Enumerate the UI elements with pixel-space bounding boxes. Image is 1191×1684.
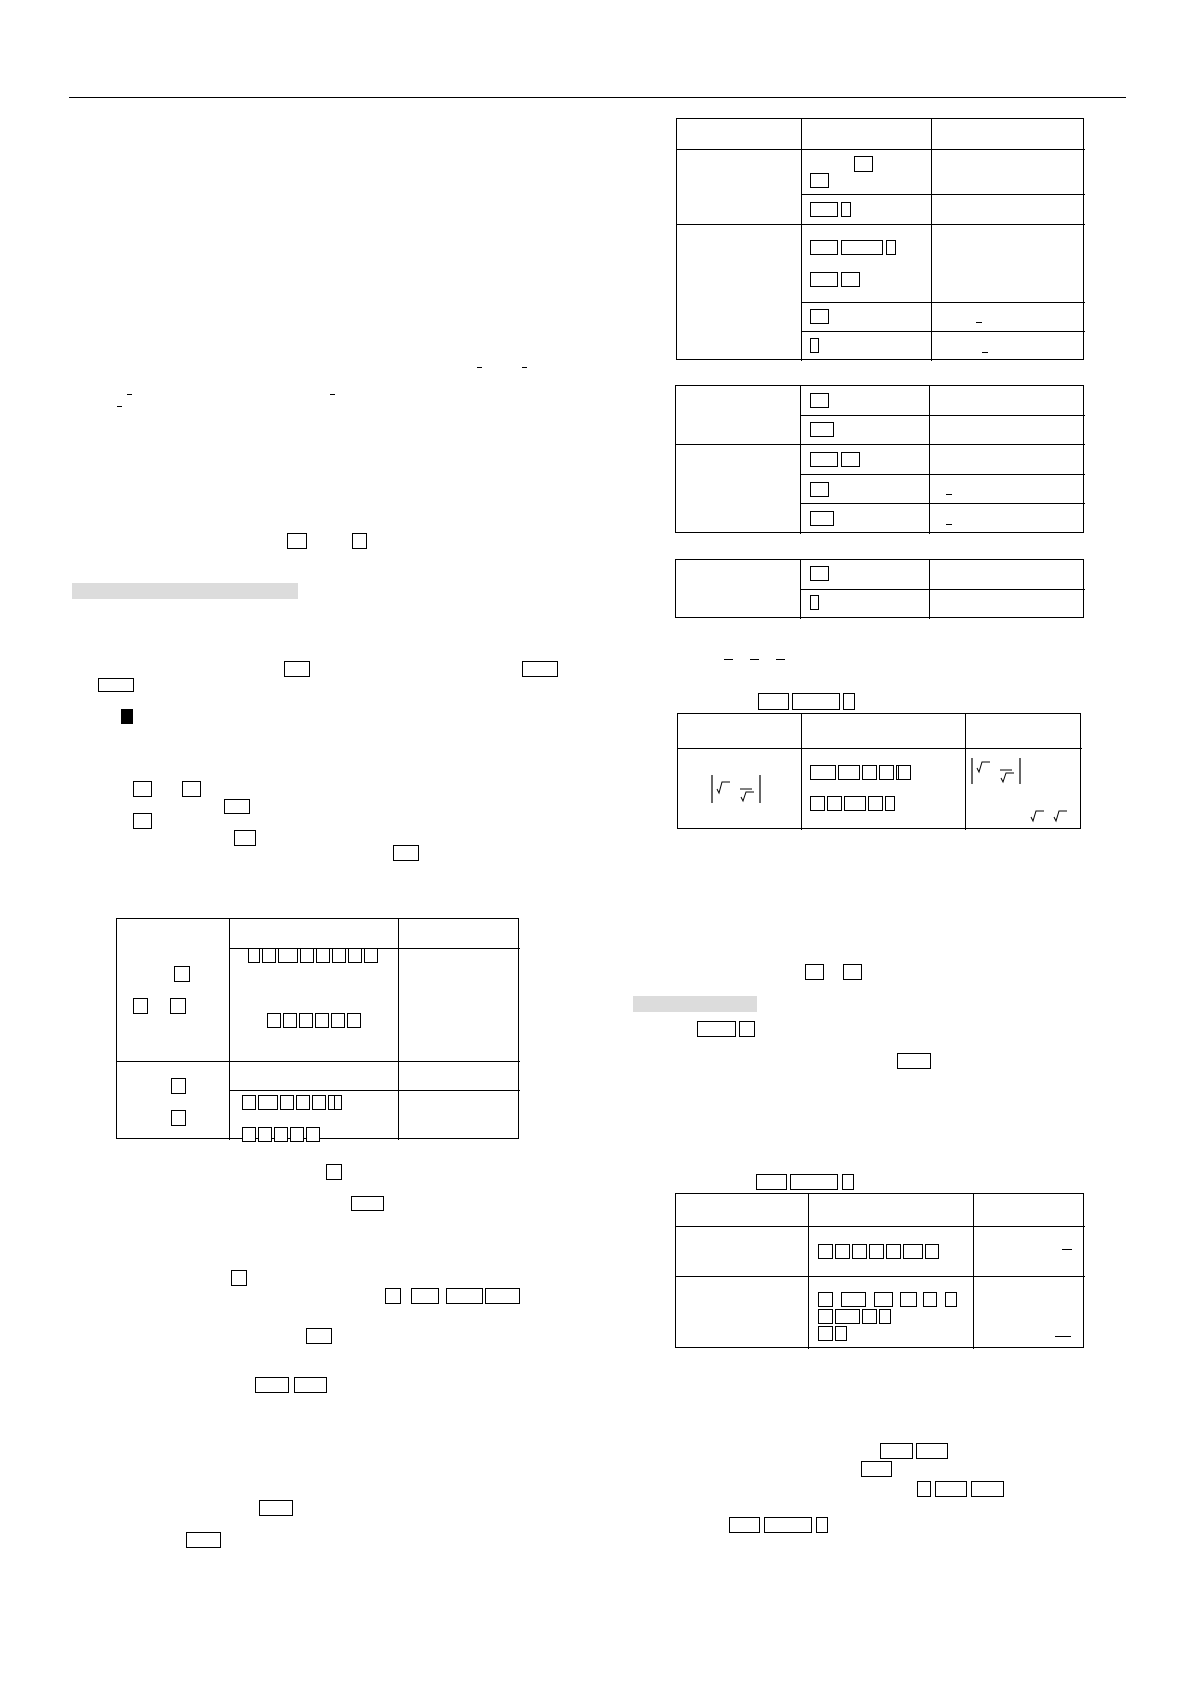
key-function-table-b bbox=[675, 385, 1084, 533]
key-box-icon bbox=[267, 1013, 281, 1028]
key-box-icon bbox=[886, 240, 896, 255]
key-function-table-a bbox=[676, 118, 1084, 360]
key-box-icon bbox=[299, 1013, 313, 1028]
key-box-icon bbox=[393, 845, 419, 861]
key-box-icon bbox=[838, 765, 860, 780]
key-box-icon bbox=[171, 1110, 186, 1126]
key-box-icon bbox=[186, 1532, 221, 1548]
key-box-icon bbox=[334, 1095, 342, 1110]
key-box-icon bbox=[903, 1244, 923, 1259]
key-box-icon bbox=[916, 1443, 948, 1459]
key-box-icon bbox=[300, 948, 314, 963]
key-box-icon bbox=[841, 272, 860, 287]
key-box-icon bbox=[805, 964, 824, 980]
key-box-icon bbox=[258, 1127, 272, 1142]
key-box-icon bbox=[171, 1078, 186, 1094]
key-box-icon bbox=[306, 1127, 320, 1142]
fraction-bar bbox=[330, 394, 335, 395]
fraction-bar bbox=[477, 367, 482, 368]
key-box-icon bbox=[697, 1021, 736, 1037]
key-box-icon bbox=[844, 796, 866, 811]
key-box-icon bbox=[874, 1292, 893, 1307]
key-box-icon bbox=[315, 1013, 329, 1028]
key-box-icon bbox=[818, 1309, 833, 1324]
absolute-value-bars-icon bbox=[710, 773, 762, 805]
key-box-icon bbox=[133, 813, 152, 829]
key-box-icon bbox=[835, 1244, 850, 1259]
key-box-icon bbox=[842, 1174, 854, 1190]
key-box-icon bbox=[174, 966, 190, 982]
fraction-bar bbox=[982, 352, 988, 353]
fraction-bar bbox=[1055, 1336, 1071, 1337]
key-box-icon bbox=[917, 1481, 931, 1497]
key-box-icon bbox=[886, 1244, 901, 1259]
key-box-icon bbox=[274, 1127, 288, 1142]
key-box-icon bbox=[729, 1517, 760, 1533]
section-heading-highlight bbox=[633, 996, 757, 1012]
key-box-icon bbox=[446, 1288, 483, 1304]
key-box-icon bbox=[810, 393, 829, 408]
key-box-icon bbox=[862, 1309, 877, 1324]
key-box-icon bbox=[284, 661, 310, 677]
key-box-icon bbox=[182, 781, 201, 797]
key-box-icon bbox=[294, 1377, 327, 1393]
key-box-icon bbox=[810, 595, 819, 610]
key-box-icon bbox=[351, 1196, 384, 1211]
key-box-icon bbox=[818, 1292, 833, 1307]
key-box-icon bbox=[810, 422, 834, 437]
key-box-icon bbox=[352, 533, 367, 549]
key-function-table-c bbox=[675, 559, 1084, 618]
key-box-icon bbox=[861, 1461, 892, 1477]
key-box-icon bbox=[879, 1309, 891, 1324]
key-box-icon bbox=[485, 1288, 520, 1304]
key-box-icon bbox=[348, 948, 362, 963]
key-box-icon bbox=[522, 661, 558, 677]
key-box-icon bbox=[411, 1288, 439, 1304]
key-box-icon bbox=[287, 533, 307, 549]
key-box-icon bbox=[306, 1328, 332, 1344]
cursor-block-icon bbox=[121, 709, 133, 724]
absolute-value-bars-icon bbox=[970, 756, 1022, 786]
key-box-icon bbox=[810, 173, 829, 188]
key-box-icon bbox=[283, 1013, 297, 1028]
key-box-icon bbox=[816, 1517, 828, 1533]
key-box-icon bbox=[900, 1292, 917, 1307]
fraction-bar bbox=[946, 524, 952, 525]
fraction-bar bbox=[750, 659, 759, 660]
key-box-icon bbox=[248, 948, 260, 963]
key-box-icon bbox=[133, 998, 148, 1014]
key-box-icon bbox=[835, 1326, 847, 1341]
key-box-icon bbox=[290, 1127, 304, 1142]
key-box-icon bbox=[326, 1164, 342, 1180]
key-box-icon bbox=[242, 1127, 256, 1142]
key-box-icon bbox=[332, 948, 346, 963]
fraction-bar bbox=[117, 406, 122, 407]
key-box-icon bbox=[259, 1500, 293, 1516]
fraction-bar bbox=[522, 367, 527, 368]
key-box-icon bbox=[331, 1013, 345, 1028]
key-box-icon bbox=[818, 1326, 833, 1341]
key-box-icon bbox=[810, 202, 838, 217]
key-box-icon bbox=[898, 765, 911, 780]
fraction-bar bbox=[724, 659, 733, 660]
key-box-icon bbox=[231, 1270, 247, 1286]
key-box-icon bbox=[280, 1095, 294, 1110]
key-box-icon bbox=[897, 1053, 931, 1069]
key-box-icon bbox=[935, 1481, 967, 1497]
key-box-icon bbox=[841, 202, 851, 217]
key-box-icon bbox=[312, 1095, 326, 1110]
key-box-icon bbox=[810, 338, 819, 353]
key-box-icon bbox=[862, 765, 877, 780]
fraction-bar bbox=[946, 494, 952, 495]
key-box-icon bbox=[810, 482, 829, 497]
key-box-icon bbox=[841, 1292, 866, 1307]
section-heading-highlight bbox=[72, 583, 298, 599]
key-box-icon bbox=[868, 796, 883, 811]
key-box-icon bbox=[810, 765, 836, 780]
key-box-icon bbox=[869, 1244, 884, 1259]
key-box-icon bbox=[945, 1292, 957, 1307]
key-box-icon bbox=[923, 1292, 937, 1307]
key-box-icon bbox=[879, 765, 894, 780]
key-box-icon bbox=[925, 1244, 939, 1259]
key-box-icon bbox=[347, 1013, 361, 1028]
key-box-icon bbox=[971, 1481, 1004, 1497]
key-box-icon bbox=[810, 511, 834, 526]
key-box-icon bbox=[854, 156, 873, 172]
key-box-icon bbox=[810, 309, 829, 324]
key-box-icon bbox=[835, 1309, 860, 1324]
square-root-icon bbox=[1030, 808, 1072, 824]
key-box-icon bbox=[385, 1288, 401, 1304]
key-box-icon bbox=[841, 452, 860, 467]
key-box-icon bbox=[133, 781, 152, 797]
key-box-icon bbox=[170, 998, 186, 1014]
fraction-bar bbox=[776, 659, 785, 660]
calculation-example-table bbox=[675, 1193, 1084, 1348]
key-box-icon bbox=[756, 1174, 787, 1190]
key-box-icon bbox=[841, 240, 883, 255]
key-box-icon bbox=[364, 948, 378, 963]
key-box-icon bbox=[739, 1021, 755, 1037]
key-box-icon bbox=[880, 1443, 913, 1459]
key-box-icon bbox=[255, 1377, 289, 1393]
key-box-icon bbox=[810, 240, 838, 255]
key-box-icon bbox=[758, 693, 789, 710]
key-box-icon bbox=[810, 566, 829, 581]
key-box-icon bbox=[234, 830, 256, 846]
key-box-icon bbox=[852, 1244, 867, 1259]
key-box-icon bbox=[98, 678, 134, 692]
fraction-bar bbox=[127, 394, 132, 395]
key-box-icon bbox=[810, 796, 825, 811]
key-box-icon bbox=[764, 1517, 812, 1533]
key-box-icon bbox=[810, 272, 838, 287]
key-box-icon bbox=[843, 693, 855, 710]
fraction-bar bbox=[976, 322, 982, 323]
key-box-icon bbox=[885, 796, 895, 811]
key-box-icon bbox=[818, 1244, 833, 1259]
key-box-icon bbox=[278, 948, 298, 963]
key-box-icon bbox=[224, 799, 250, 814]
key-box-icon bbox=[810, 452, 838, 467]
key-box-icon bbox=[792, 693, 840, 710]
key-box-icon bbox=[296, 1095, 310, 1110]
key-box-icon bbox=[316, 948, 330, 963]
key-box-icon bbox=[827, 796, 842, 811]
key-box-icon bbox=[843, 964, 862, 980]
key-box-icon bbox=[262, 948, 276, 963]
fraction-bar bbox=[1062, 1249, 1072, 1250]
key-box-icon bbox=[242, 1095, 256, 1110]
header-rule bbox=[69, 97, 1126, 98]
key-box-icon bbox=[258, 1095, 278, 1110]
key-box-icon bbox=[790, 1174, 838, 1190]
